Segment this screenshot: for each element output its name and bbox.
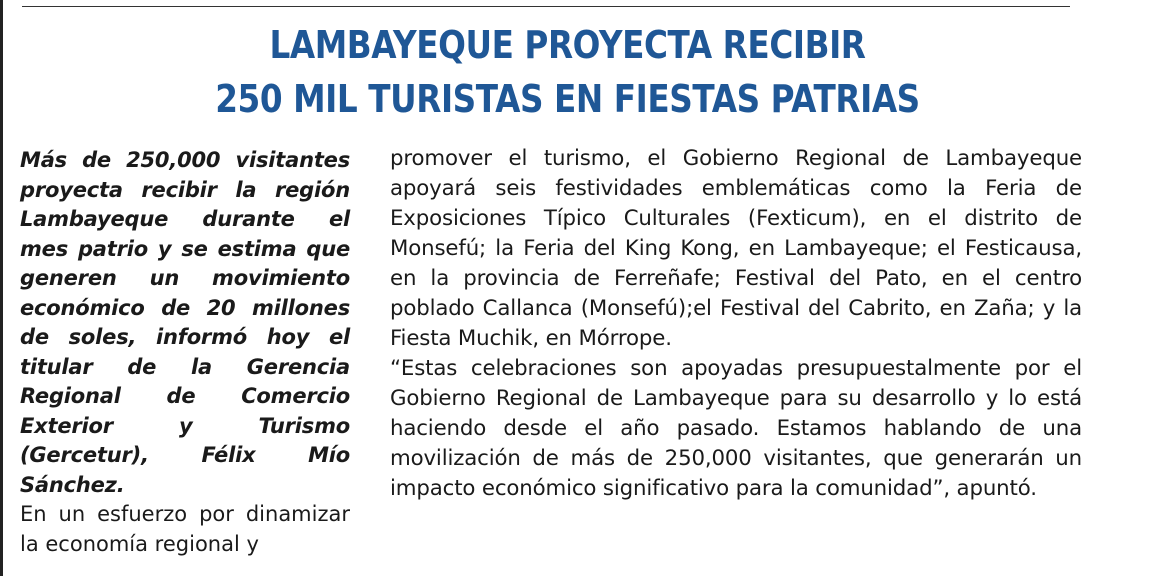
article-headline (165, 18, 969, 126)
quote-paragraph: “Estas celebraciones son apoyadas presupuestalmente por el Gobierno Regional de Lambayeque para su desarrollo y lo está haciendo desde el año pasado. Estamos hablando de una movilización de más de 250,000 visitantes, que generarán un impacto económico significativo para la comunidad”, apuntó. (390, 356, 1082, 501)
top-border-rule (22, 6, 1070, 7)
left-border-rule (0, 0, 3, 576)
body-paragraph-start: En un esfuerzo por dinamizar la economía regional y (20, 502, 350, 556)
body-paragraph-continued: promover el turismo, el Gobierno Regional de Lambayeque apoyará seis festividades emblemáticas como la Feria de Exposiciones Típico Culturales (Fexticum), en el distrito de Monsefú; la Feria del King Kong, en Lambayeque; el Festicausa, en la provincia de Ferreñafe; Festival del Pato, en el centro poblado Callanca (Monsefú);el Festival del Cabrito, en Zaña; y la Fiesta Muchik, en Mórrope. (390, 146, 1082, 351)
right-column (390, 144, 1082, 504)
article-lead: Más de 250,000 visitantes proyecta recibir la región Lambayeque durante el mes patrio y se estima que generen un movimiento económico de 20 millones de soles, informó hoy el titular de la Gerencia Regional de Comercio Exterior y Turismo (Gercetur), Félix Mío Sánchez. (20, 148, 350, 497)
headline-line-2: 250 MIL TURISTAS EN FIESTAS PATRIAS (215, 77, 920, 121)
left-column (20, 146, 350, 559)
headline-line-1: LAMBAYEQUE PROYECTA RECIBIR (269, 23, 866, 67)
